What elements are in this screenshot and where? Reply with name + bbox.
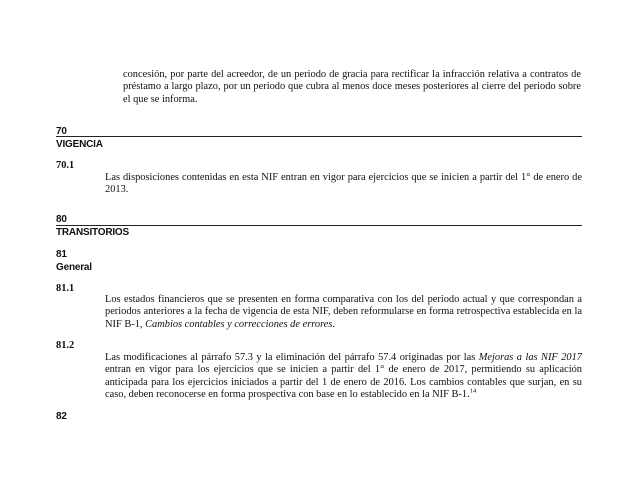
section-80-number: 80 [56,214,67,225]
intro-paragraph: concesión, por parte del acreedor, de un periodo de gracia para rectificar la infracción relativa a contratos de préstamo a largo plazo, por un periodo que cubra al menos doce meses posteriores al cierre del periodo sobre el que se informa. [123,69,581,105]
paragraph-81-2-italic-title: Mejoras a las NIF 2017 [478,352,582,363]
paragraph-81-2-number: 81.2 [56,340,75,351]
footnote-reference: 14 [469,387,477,395]
paragraph-81-1-end: . [332,318,336,330]
section-80-title: TRANSITORIOS [56,227,129,238]
paragraph-70-1-number: 70.1 [56,160,75,171]
paragraph-81-1-italic-title: Cambios contables y correcciones de errores [145,318,333,330]
paragraph-81-2-body-b: entran en vigor para los ejercicios que se inicien a partir del 1° de enero de 2017, permitiendo su aplicación anticipada para los ejercicios iniciados a partir del 1 de enero de 2016. Los cambios contables que surjan, en su caso, deben reconocerse en forma prospectiva con base en lo establecido en la NIF B-1. [105,364,582,401]
section-81-title: General [56,262,92,273]
paragraph-81-1-number: 81.1 [56,283,75,294]
paragraph-70-1-text: Las disposiciones contenidas en esta NIF entran en vigor para ejercicios que se inicien a partir del 1° de enero de 2013. [105,172,582,196]
paragraph-81-1-body: Los estados financieros que se presenten en forma comparativa con los del periodo actual y que correspondan a periodos anteriores a la fecha de vigencia de esta NIF, deben reformularse en forma retrospectiva establecida en la NIF B-1, [105,294,582,330]
section-80-rule [56,225,582,226]
section-82-number: 82 [56,411,67,422]
section-70-number: 70 [56,126,67,137]
paragraph-81-2-text [105,352,582,402]
section-81-number: 81 [56,249,67,260]
section-70-title: VIGENCIA [56,139,103,150]
paragraph-81-2-body-a: Las modificaciones al párrafo 57.3 y la eliminación del párrafo 57.4 originadas por las [105,352,479,363]
paragraph-81-1-text [105,294,582,331]
section-70-rule [56,136,582,137]
